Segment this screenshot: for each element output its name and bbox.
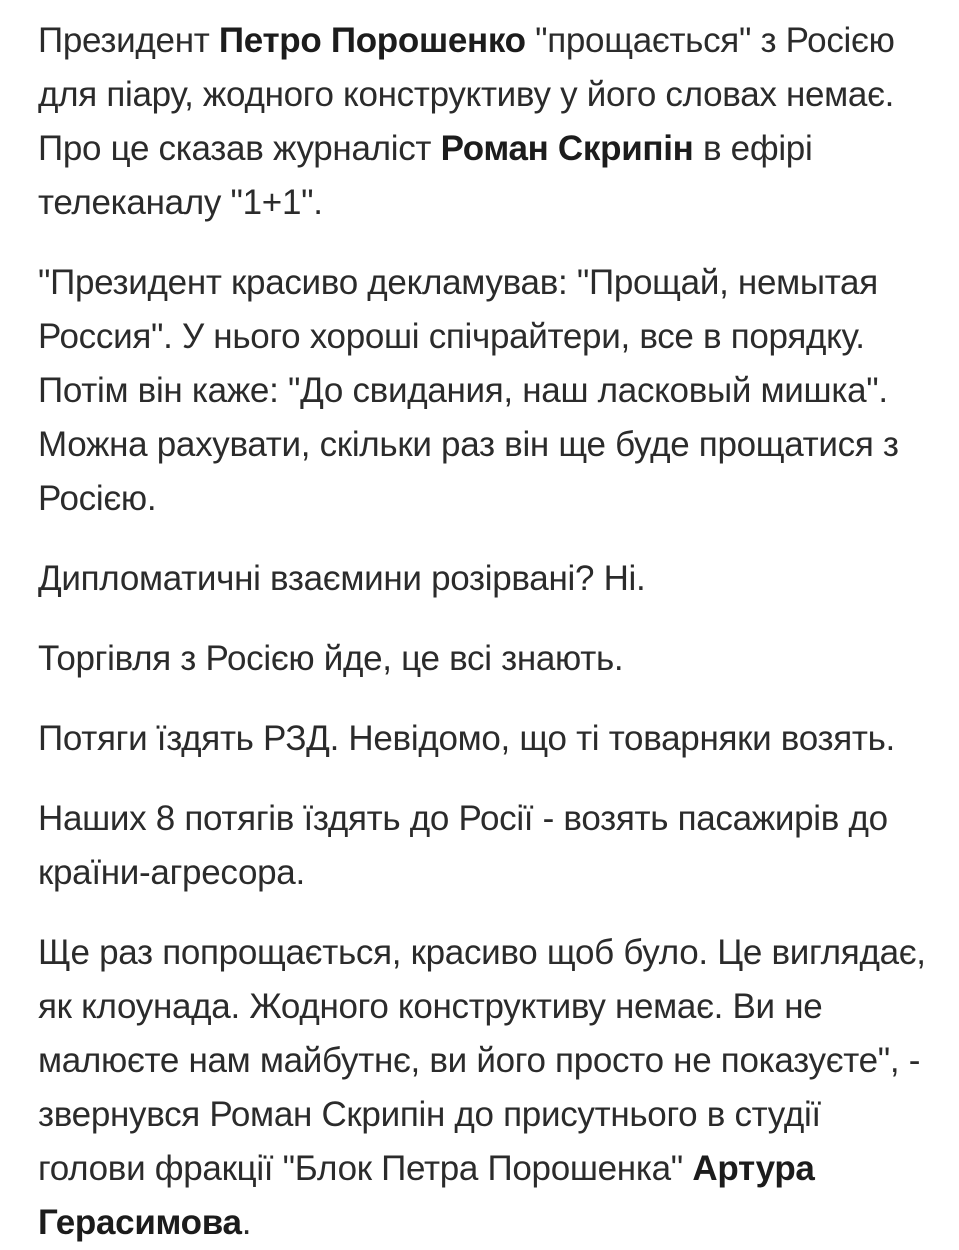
paragraph-quote-3: Торгівля з Росією йде, це всі знають. [38,639,624,678]
paragraph-intro [38,14,929,230]
intro-text-2: "прощається" з Росією для піару, жодного конструктиву у його словах немає. Про це сказав журналіст [38,21,895,168]
name-petro-poroshenko: Петро Порошенко [218,21,526,60]
paragraph-quote-2: Дипломатичні взаємини розірвані? Ні. [38,559,646,598]
paragraph-quote-6 [38,926,929,1250]
paragraph-quote-4: Потяги їздять РЗД. Невідомо, що ті товарняки возять. [38,719,895,758]
name-roman-skrypin: Роман Скрипін [440,129,694,168]
paragraph-quote-5: Наших 8 потягів їздять до Росії - возять пасажирів до країни-агресора. [38,799,888,892]
name-artur-herasymov: Артура Герасимова [38,1149,815,1242]
paragraph-quote-1: "Президент красиво декламував: "Прощай, немытая Россия". У нього хороші спічрайтери, все в порядку. Потім він каже: "До свидания, наш ласковый мишка". Можна рахувати, скільки раз він ще буде прощатися з Росією. [38,263,899,518]
quote-text-2: . [241,1203,252,1242]
intro-text-3: в ефірі телеканалу "1+1". [38,129,813,222]
intro-text-1: Президент [38,21,219,60]
quote-text-1: Ще раз попрощається, красиво щоб було. Це виглядає, як клоунада. Жодного конструктиву немає. Ви не малюєте нам майбутнє, ви його просто не показуєте", - звернувся Роман Скрипін до присутнього в студії голови фракції "Блок Петра Порошенка" [38,933,926,1188]
